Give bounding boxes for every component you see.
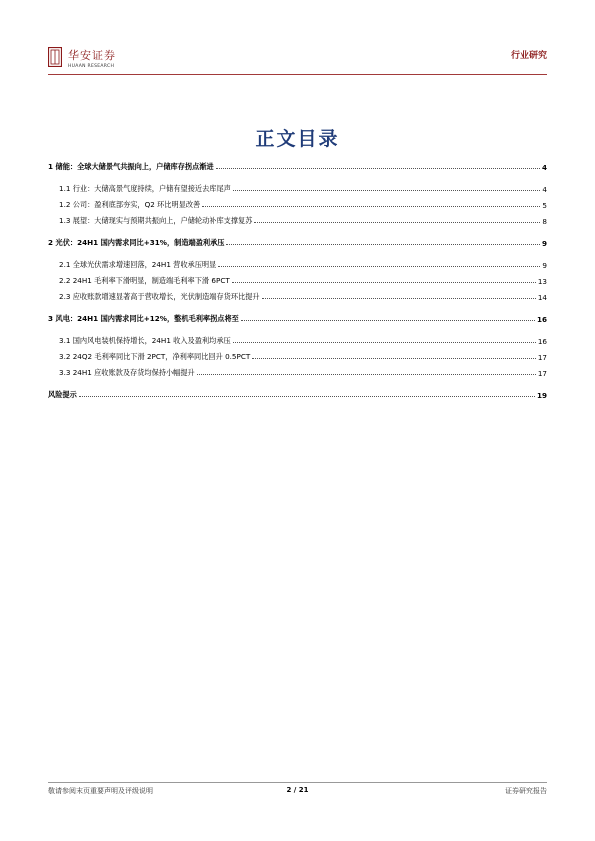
toc-leader-dots (254, 222, 540, 223)
toc-entry-label: 2.3 应收账款增速显著高于营收增长，光伏制造端存货环比提升 (59, 292, 260, 301)
toc-leader-dots (252, 358, 536, 359)
toc-entry[interactable] (48, 350, 547, 362)
toc-leader-dots (233, 190, 541, 191)
logo-english-name: HUAAN RESEARCH (68, 64, 115, 69)
toc-leader-dots (241, 320, 535, 321)
toc-entry-label: 1.2 公司：盈利底部夯实，Q2 环比明显改善 (59, 200, 201, 209)
toc-entry-page: 17 (537, 369, 547, 378)
toc-entry[interactable] (48, 388, 547, 400)
toc-entry[interactable] (48, 290, 547, 302)
logo-chinese-name: 华安证券 (68, 49, 116, 62)
toc-leader-dots (262, 298, 536, 299)
toc-entry-page: 14 (537, 293, 547, 302)
toc-leader-dots (197, 374, 536, 375)
toc-entry[interactable] (48, 258, 547, 270)
seal-icon (48, 47, 62, 67)
toc-entry-page: 4 (541, 163, 547, 172)
footer-divider (48, 782, 547, 783)
toc-entry[interactable] (48, 214, 547, 226)
toc-entry-label: 3.2 24Q2 毛利率同比下滑 2PCT，净利率同比回升 0.5PCT (59, 352, 251, 361)
toc-leader-dots (232, 282, 536, 283)
toc-leader-dots (79, 396, 535, 397)
toc-entry-page: 19 (536, 391, 547, 400)
toc-entry[interactable] (48, 312, 547, 324)
header-divider (48, 74, 547, 75)
toc-entry-label: 3 风电：24H1 国内需求同比+12%，整机毛利率拐点将至 (48, 314, 239, 323)
toc-entry-label: 3.3 24H1 应收账款及存货均保持小幅提升 (59, 368, 195, 377)
toc-entry-label: 2 光伏：24H1 国内需求同比+31%，制造端盈利承压 (48, 238, 225, 247)
toc-entry-page: 9 (542, 261, 547, 270)
toc-leader-dots (216, 168, 540, 169)
toc-entry[interactable] (48, 198, 547, 210)
toc-entry-page: 8 (542, 217, 547, 226)
toc-entry[interactable] (48, 236, 547, 248)
toc-leader-dots (226, 244, 540, 245)
toc-entry-page: 9 (541, 239, 547, 248)
toc-entry-page: 17 (537, 353, 547, 362)
toc-leader-dots (233, 342, 536, 343)
toc-entry[interactable] (48, 182, 547, 194)
report-type-label: 行业研究 (510, 51, 547, 61)
toc-entry-label: 1.3 展望：大储现实与预期共振向上，户储轮动补库支撑复苏 (59, 216, 253, 225)
page-footer (48, 786, 547, 798)
toc-entry[interactable] (48, 160, 547, 172)
toc-entry[interactable] (48, 334, 547, 346)
toc-entry[interactable] (48, 366, 547, 378)
toc-title: 正文目录 (255, 128, 340, 150)
toc-entry-page: 13 (537, 277, 547, 286)
footer-disclaimer: 敬请参阅末页重要声明及评级说明 (48, 787, 153, 795)
toc-entry-label: 2.2 24H1 毛利率下滑明显，制造端毛利率下滑 6PCT (59, 276, 230, 285)
toc-entry-label: 1.1 行业：大储高景气度持续，户储有望接近去库尾声 (59, 184, 231, 193)
toc-entry-page: 16 (536, 315, 547, 324)
toc-leader-dots (202, 206, 540, 207)
footer-doc-type: 证券研究报告 (505, 787, 547, 795)
page-indicator: 2 / 21 (286, 786, 309, 794)
page-header (48, 44, 547, 74)
toc-entry-page: 16 (537, 337, 547, 346)
toc-leader-dots (218, 266, 540, 267)
toc-entry-page: 5 (542, 201, 547, 210)
toc-entry-label: 风险提示 (48, 390, 77, 399)
toc-entry-page: 4 (542, 185, 547, 194)
toc-entry-label: 2.1 全球光伏需求增速回落，24H1 营收承压明显 (59, 260, 217, 269)
toc-entry-label: 3.1 国内风电装机保持增长，24H1 收入及盈利均承压 (59, 336, 231, 345)
toc-entry-label: 1 储能：全球大储景气共振向上，户储库存拐点渐进 (48, 162, 214, 171)
toc-entry[interactable] (48, 274, 547, 286)
